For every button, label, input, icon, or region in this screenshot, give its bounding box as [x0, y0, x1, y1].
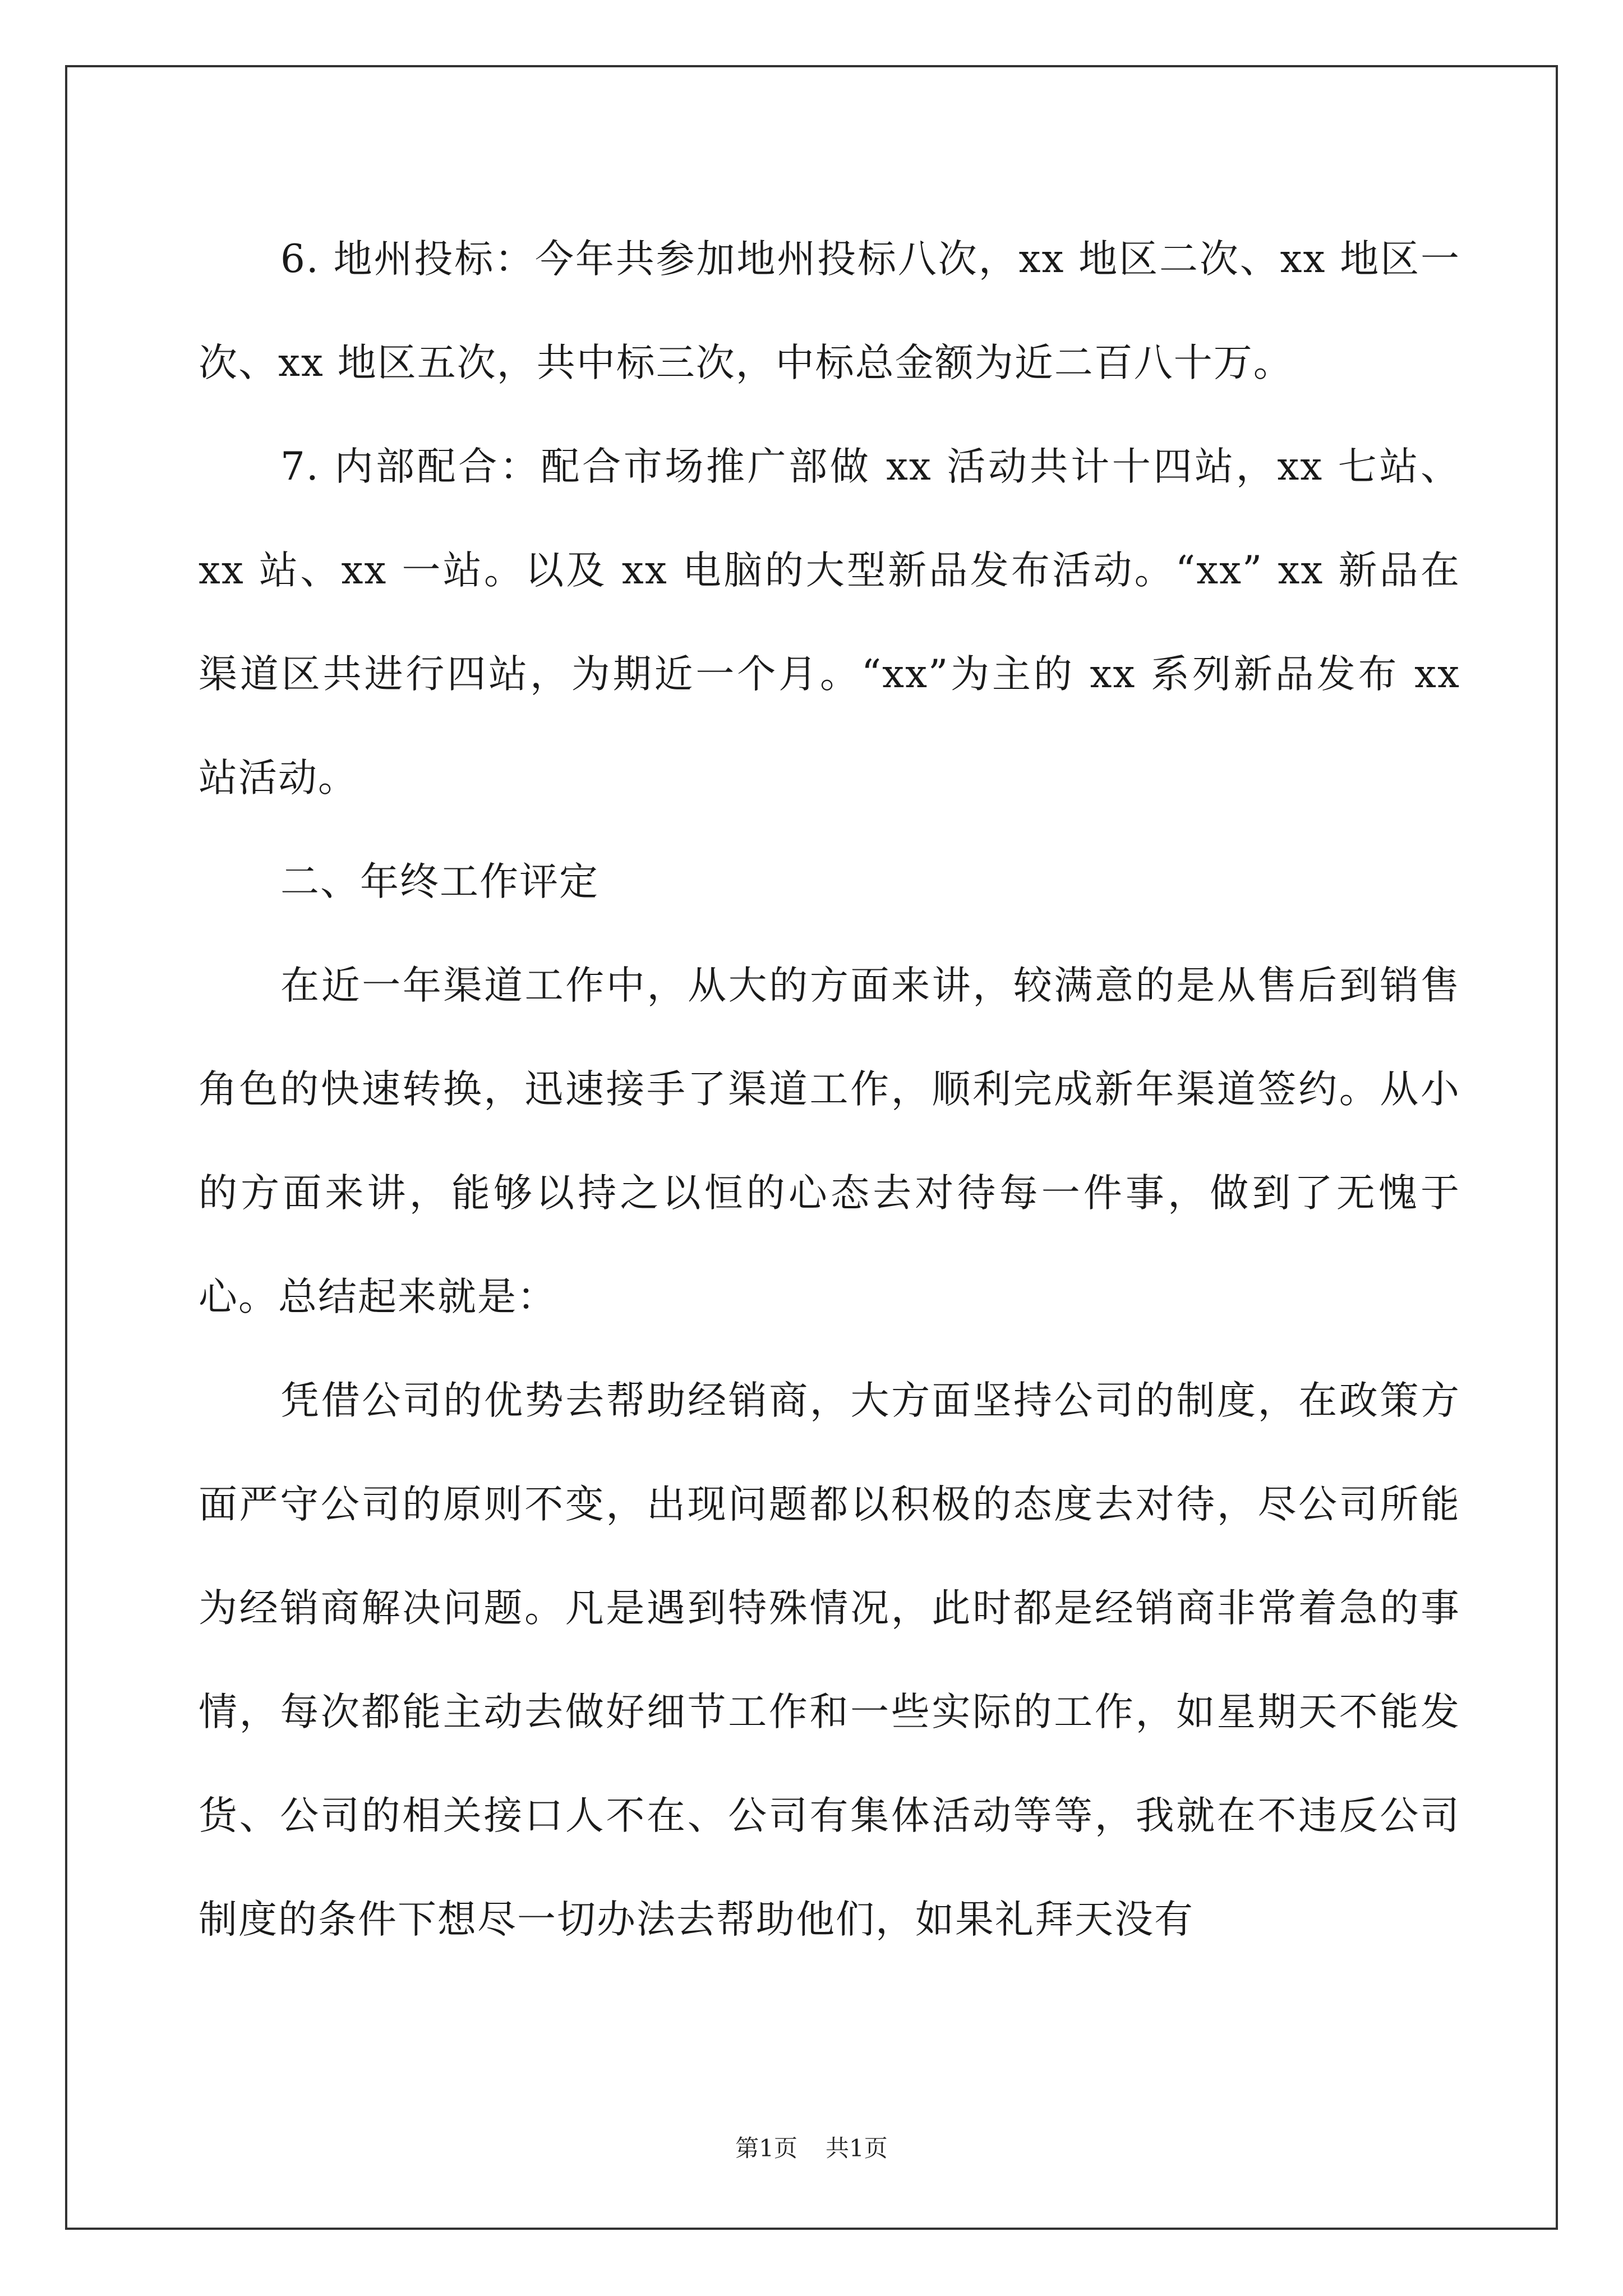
- page-footer: [0, 2132, 1623, 2165]
- paragraph-bidding: 6. 地州投标：今年共参加地州投标八次，xx 地区二次、xx 地区一次、xx 地区五次，共中标三次，中标总金额为近二百八十万。: [199, 237, 1460, 385]
- document-body: [199, 208, 1460, 1972]
- paragraph-internal-cooperation: 7. 内部配合：配合市场推广部做 xx 活动共计十四站，xx 七站、xx 站、xx 一站。以及 xx 电脑的大型新品发布活动。“xx” xx 新品在渠道区共进行四站，为期近一个月。“xx”为主的 xx 系列新品发布 xx 站活动。: [199, 444, 1460, 800]
- section-heading-year-end-evaluation: 二、年终工作评定: [280, 859, 599, 904]
- paragraph-support-dealers: 凭借公司的优势去帮助经销商，大方面坚持公司的制度，在政策方面严守公司的原则不变，出现问题都以积极的态度去对待，尽公司所能为经销商解决问题。凡是遇到特殊情况，此时都是经销商非常着急的事情，每次都能主动去做好细节工作和一些实际的工作，如星期天不能发货、公司的相关接口人不在、公司有集体活动等等，我就在不违反公司制度的条件下想尽一切办法去帮助他们，如果礼拜天没有: [199, 1378, 1460, 1942]
- page-number-total: 共1页: [826, 2134, 888, 2162]
- paragraph-evaluation: 在近一年渠道工作中，从大的方面来讲，较满意的是从售后到销售角色的快速转换，迅速接手了渠道工作，顺利完成新年渠道签约。从小的方面来讲，能够以持之以恒的心态去对待每一件事，做到了无愧于心。总结起来就是：: [199, 963, 1460, 1319]
- page-number-current: 第1页: [735, 2134, 797, 2162]
